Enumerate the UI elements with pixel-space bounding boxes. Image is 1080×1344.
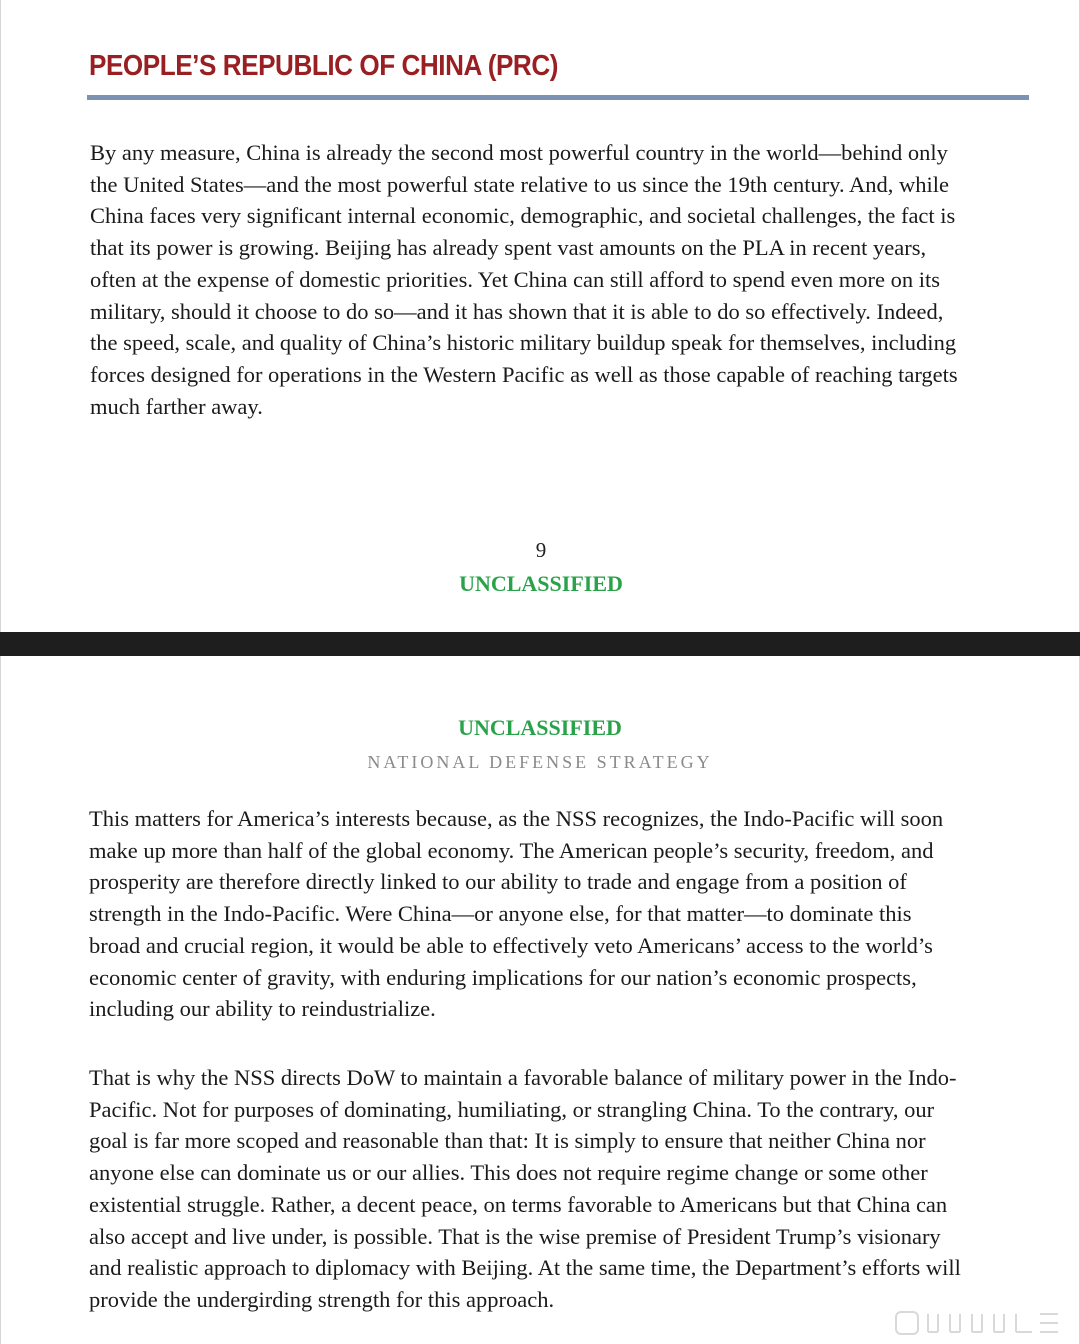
text-line: provide the undergirding strength for this approach. bbox=[89, 1286, 555, 1312]
footer-classification-marking: UNCLASSIFIED bbox=[459, 571, 623, 596]
body-paragraph-indo-pacific-interests bbox=[89, 803, 1024, 1025]
page-separator-bar bbox=[0, 632, 1080, 656]
text-line: and realistic approach to diplomacy with Beijing. At the same time, the Department’s efforts will bbox=[89, 1255, 961, 1281]
text-line: that its power is growing. Beijing has already spent vast amounts on the PLA in recent years, bbox=[90, 235, 927, 261]
text-line: This matters for America’s interests because, as the NSS recognizes, the Indo-Pacific will soon bbox=[89, 806, 944, 831]
text-line: military, should it choose to do so—and it has shown that it is able to do so effectively. Indeed, bbox=[90, 298, 944, 324]
text-line: strength in the Indo-Pacific. Were China—or anyone else, for that matter—to dominate this bbox=[89, 901, 912, 927]
text-line: the United States—and the most powerful state relative to us since the 19th century. And, while bbox=[90, 171, 949, 197]
text-line: anyone else can dominate us or our allies. This does not require regime change or some other bbox=[89, 1160, 928, 1186]
running-header-title: NATIONAL DEFENSE STRATEGY bbox=[367, 752, 713, 772]
text-line: goal is far more scoped and reasonable than that: It is simply to ensure that neither China nor bbox=[89, 1128, 926, 1154]
body-paragraph-balance-of-power bbox=[89, 1062, 1024, 1316]
text-line: existential struggle. Rather, a decent peace, on terms favorable to Americans but that China can bbox=[89, 1191, 948, 1217]
text-line: make up more than half of the global economy. The American people’s security, freedom, and bbox=[89, 837, 934, 863]
text-line: Pacific. Not for purposes of dominating, humiliating, or strangling China. To the contrary, our bbox=[89, 1096, 935, 1122]
section-title: PEOPLE’S REPUBLIC OF CHINA (PRC) bbox=[89, 50, 558, 82]
text-line: China faces very significant internal economic, demographic, and societal challenges, the fact is bbox=[90, 203, 956, 229]
text-line: By any measure, China is already the second most powerful country in the world—behind only bbox=[90, 140, 948, 165]
body-paragraph-prc bbox=[90, 137, 1025, 422]
text-line: prosperity are therefore directly linked to our ability to trade and engage from a position of bbox=[89, 869, 907, 895]
page-number: 9 bbox=[535, 538, 547, 562]
text-line: often at the expense of domestic priorities. Yet China can still afford to spend even more on its bbox=[90, 266, 941, 292]
text-line: much farther away. bbox=[90, 393, 263, 419]
text-line: That is why the NSS directs DoW to maintain a favorable balance of military power in the Indo- bbox=[89, 1065, 957, 1090]
watermark-icon bbox=[894, 1306, 1064, 1340]
text-line: broad and crucial region, it would be able to effectively veto Americans’ access to the world’s bbox=[89, 932, 933, 958]
header-classification-marking: UNCLASSIFIED bbox=[458, 715, 622, 740]
text-line: economic center of gravity, with enduring implications for our nation’s economic prospects, bbox=[89, 964, 917, 990]
text-line: also accept and live under, is possible. That is the wise premise of President Trump’s visionary bbox=[89, 1223, 941, 1249]
text-line: the speed, scale, and quality of China’s historic military buildup speak for themselves, including bbox=[90, 330, 957, 356]
document-page-top bbox=[0, 0, 1080, 632]
title-underline-rule bbox=[87, 95, 1029, 100]
text-line: including our ability to reindustrialize. bbox=[89, 996, 436, 1022]
text-line: forces designed for operations in the Western Pacific as well as those capable of reaching targets bbox=[90, 361, 958, 387]
